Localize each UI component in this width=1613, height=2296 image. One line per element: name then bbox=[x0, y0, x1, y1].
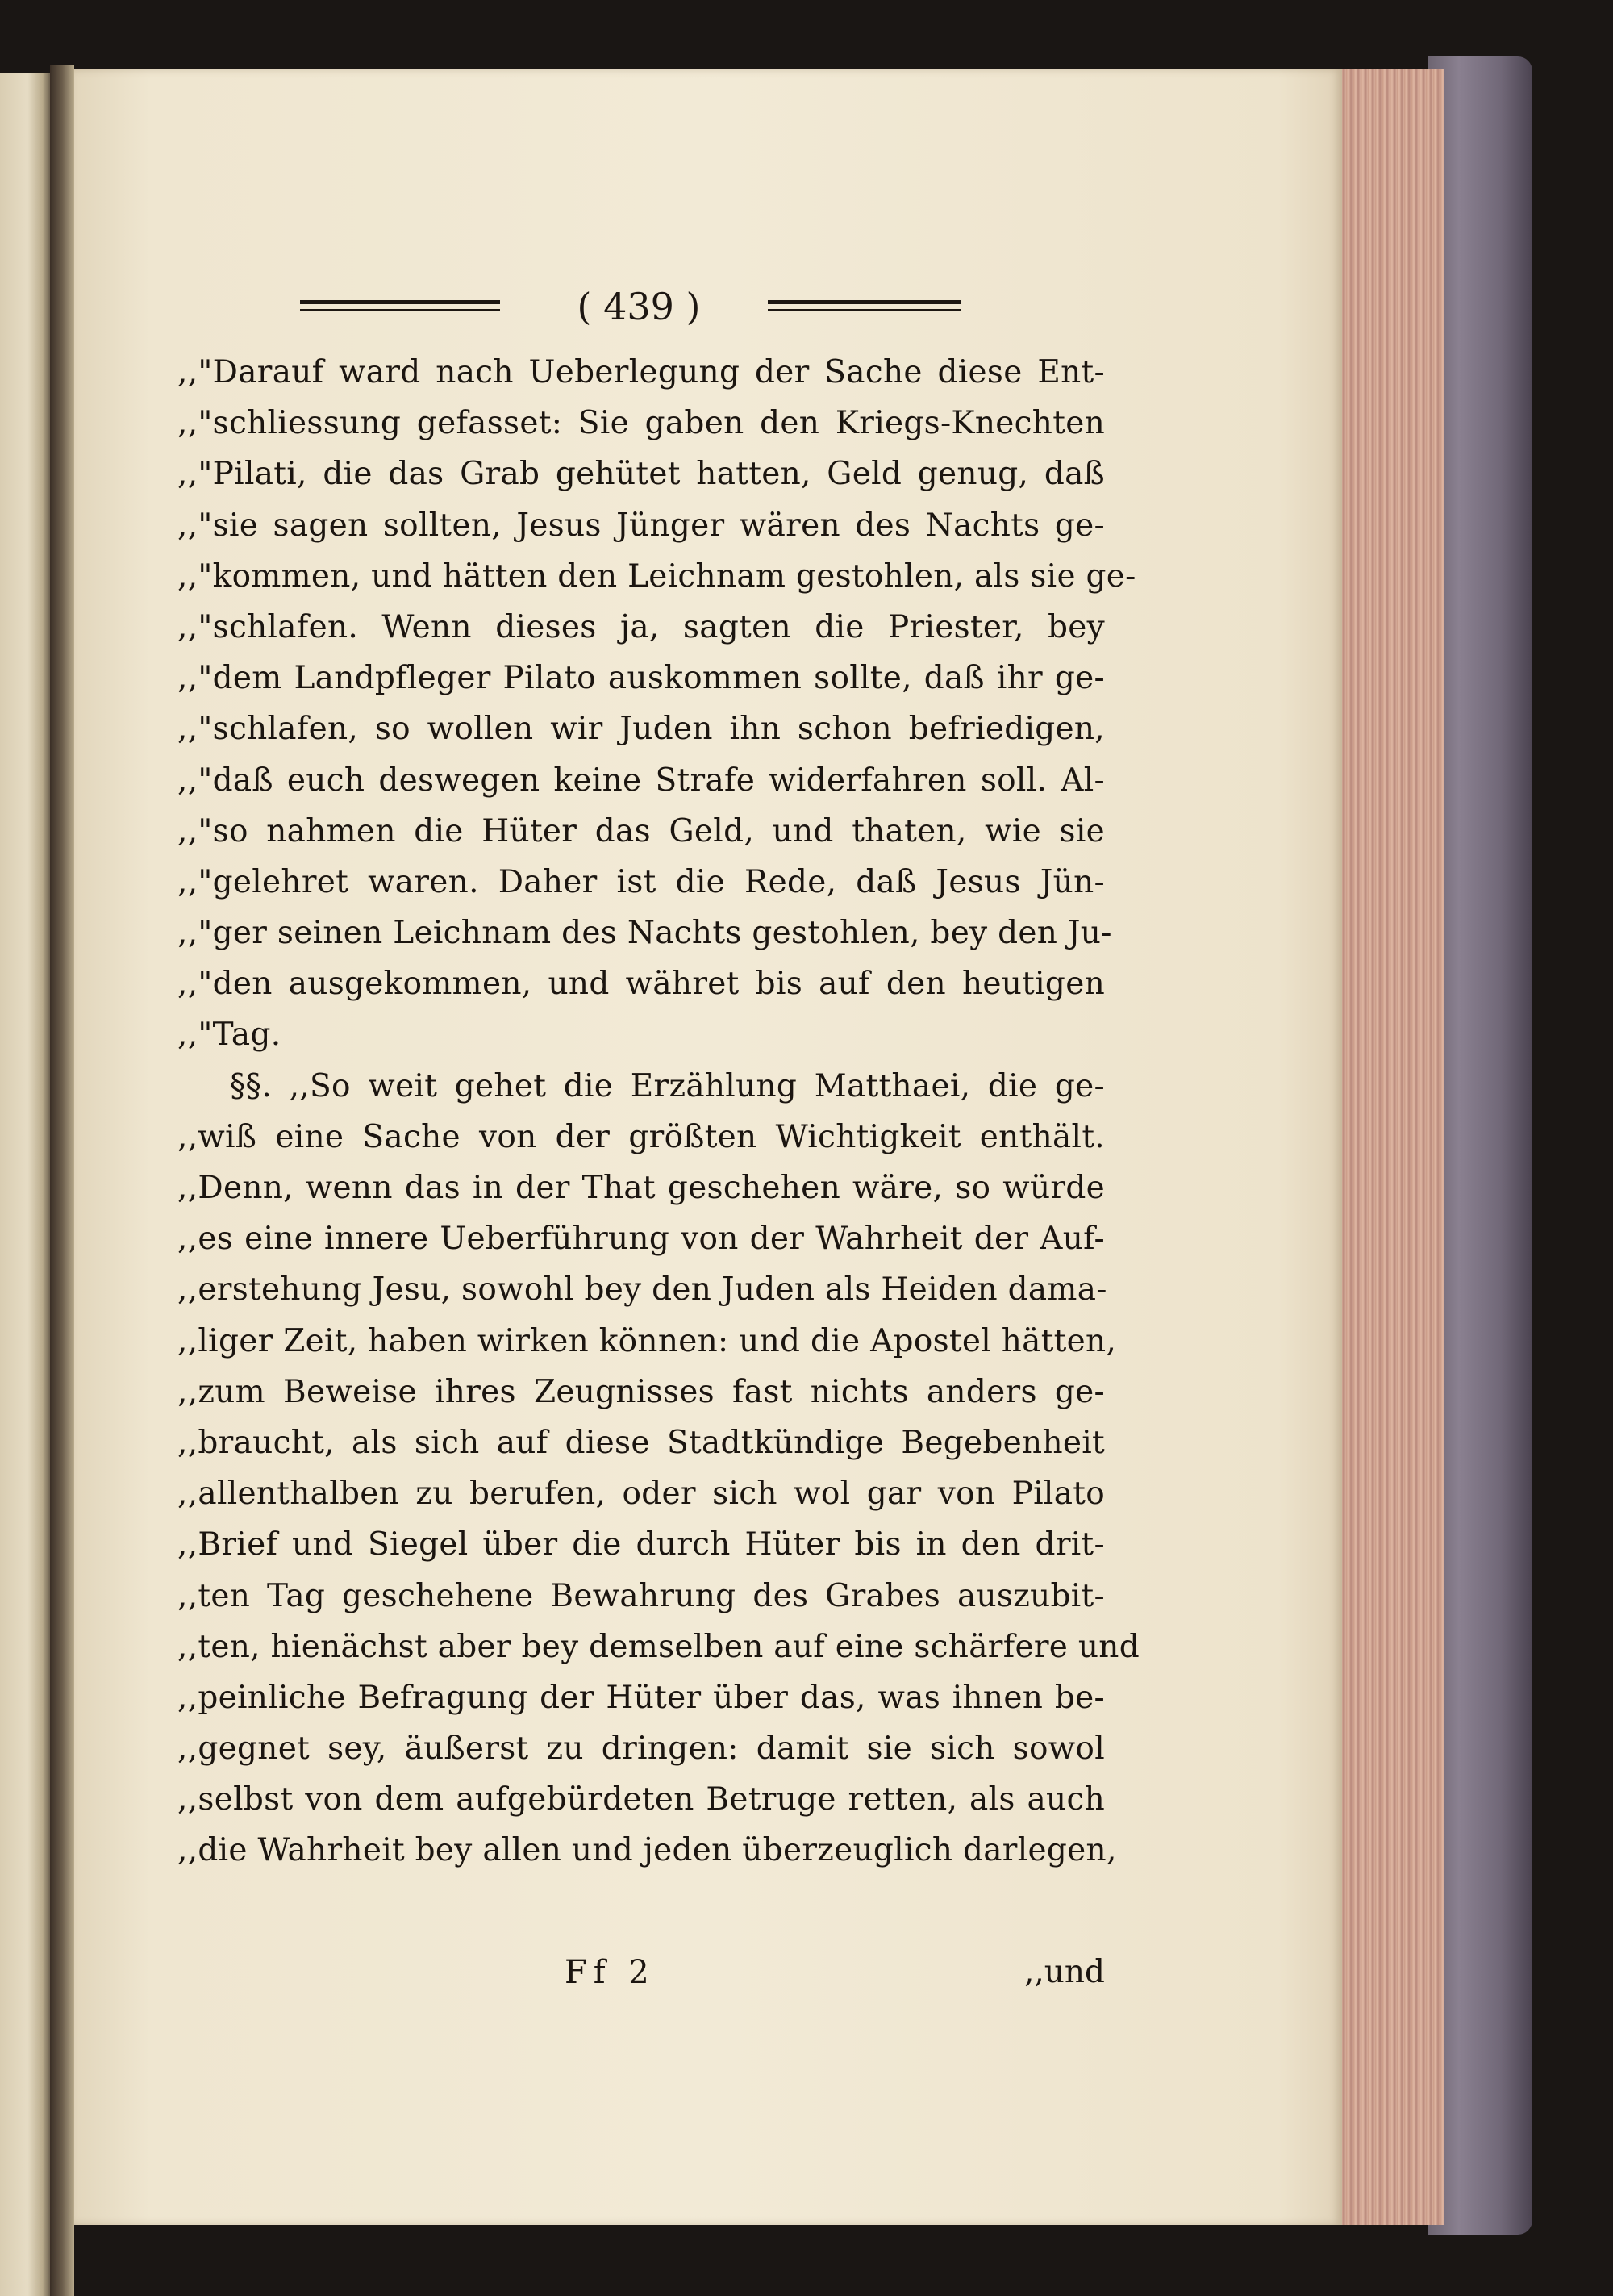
text-line: ,,gegnet sey, äußerst zu dringen: damit sie sich sowol bbox=[177, 1730, 1105, 1768]
signature-mark: Ff 2 bbox=[565, 1954, 656, 1991]
page-footer bbox=[177, 1944, 1105, 2001]
text-line: ,,"sie sagen sollten, Jesus Jünger wären des Nachts ge- bbox=[177, 507, 1105, 544]
text-line: ,,wiß eine Sache von der größten Wichtigkeit enthält. bbox=[177, 1118, 1105, 1155]
facing-page-edge bbox=[0, 73, 50, 2296]
text-line: ,,ten Tag geschehene Bewahrung des Grabes auszubit- bbox=[177, 1577, 1105, 1614]
text-line: ,,ten, hienächst aber bey demselben auf eine schärfere und bbox=[177, 1628, 1140, 1665]
text-line: ,,es eine innere Ueberführung von der Wahrheit der Auf- bbox=[177, 1221, 1105, 1258]
text-line: ,,"schlafen, so wollen wir Juden ihn schon befriedigen, bbox=[177, 711, 1105, 748]
text-line: ,,Brief und Siegel über die durch Hüter bis in den drit- bbox=[177, 1526, 1105, 1563]
text-line: §§. ,,So weit gehet die Erzählung Matthaei, die ge- bbox=[177, 1067, 1105, 1104]
text-line: ,,allenthalben zu berufen, oder sich wol gar von Pilato bbox=[177, 1476, 1105, 1513]
text-line: ,,"Darauf ward nach Ueberlegung der Sache diese Ent- bbox=[177, 354, 1105, 390]
text-line: ,,zum Beweise ihres Zeugnisses fast nichts anders ge- bbox=[177, 1373, 1105, 1410]
catchword: ,,und bbox=[1024, 1954, 1105, 1990]
text-line: ,,liger Zeit, haben wirken können: und die Apostel hätten, bbox=[177, 1322, 1117, 1359]
page-header bbox=[300, 282, 961, 331]
text-line: ,,"Tag. bbox=[177, 1017, 281, 1054]
text-line: ,,"schliessung gefasset: Sie gaben den Kriegs-Knechten bbox=[177, 405, 1105, 442]
text-line: ,,"ger seinen Leichnam des Nachts gestohlen, bey den Ju- bbox=[177, 915, 1112, 952]
text-line: ,,die Wahrheit bey allen und jeden überzeuglich darlegen, bbox=[177, 1832, 1117, 1869]
text-line: ,,Denn, wenn das in der That geschehen wäre, so würde bbox=[177, 1170, 1105, 1206]
header-rule-right bbox=[768, 300, 961, 311]
header-rule-left bbox=[300, 300, 500, 311]
text-line: ,,"schlafen. Wenn dieses ja, sagten die Priester, bey bbox=[177, 608, 1105, 645]
text-line: ,,erstehung Jesu, sowohl bey den Juden als Heiden dama- bbox=[177, 1271, 1107, 1309]
text-line: ,,"gelehret waren. Daher ist die Rede, daß Jesus Jün- bbox=[177, 863, 1105, 900]
page-number: ( 439 ) bbox=[577, 285, 701, 328]
text-line: ,,"so nahmen die Hüter das Geld, und thaten, wie sie bbox=[177, 812, 1105, 850]
text-line: ,,"kommen, und hätten den Leichnam gestohlen, als sie ge- bbox=[177, 557, 1136, 595]
book-gutter bbox=[50, 65, 74, 2296]
text-line: ,,"Pilati, die das Grab gehütet hatten, Geld genug, daß bbox=[177, 456, 1105, 493]
text-line: ,,"daß euch deswegen keine Strafe widerfahren soll. Al- bbox=[177, 762, 1105, 799]
text-line: ,,peinliche Befragung der Hüter über das, was ihnen be- bbox=[177, 1679, 1105, 1716]
text-line: ,,selbst von dem aufgebürdeten Betruge retten, als auch bbox=[177, 1781, 1105, 1818]
text-line: ,,braucht, als sich auf diese Stadtkündige Begebenheit bbox=[177, 1424, 1105, 1461]
text-line: ,,"den ausgekommen, und währet bis auf den heutigen bbox=[177, 966, 1105, 1003]
page-block-edges bbox=[1339, 69, 1444, 2225]
body-text bbox=[177, 347, 1140, 1876]
text-line: ,,"dem Landpfleger Pilato auskommen sollte, daß ihr ge- bbox=[177, 660, 1105, 697]
